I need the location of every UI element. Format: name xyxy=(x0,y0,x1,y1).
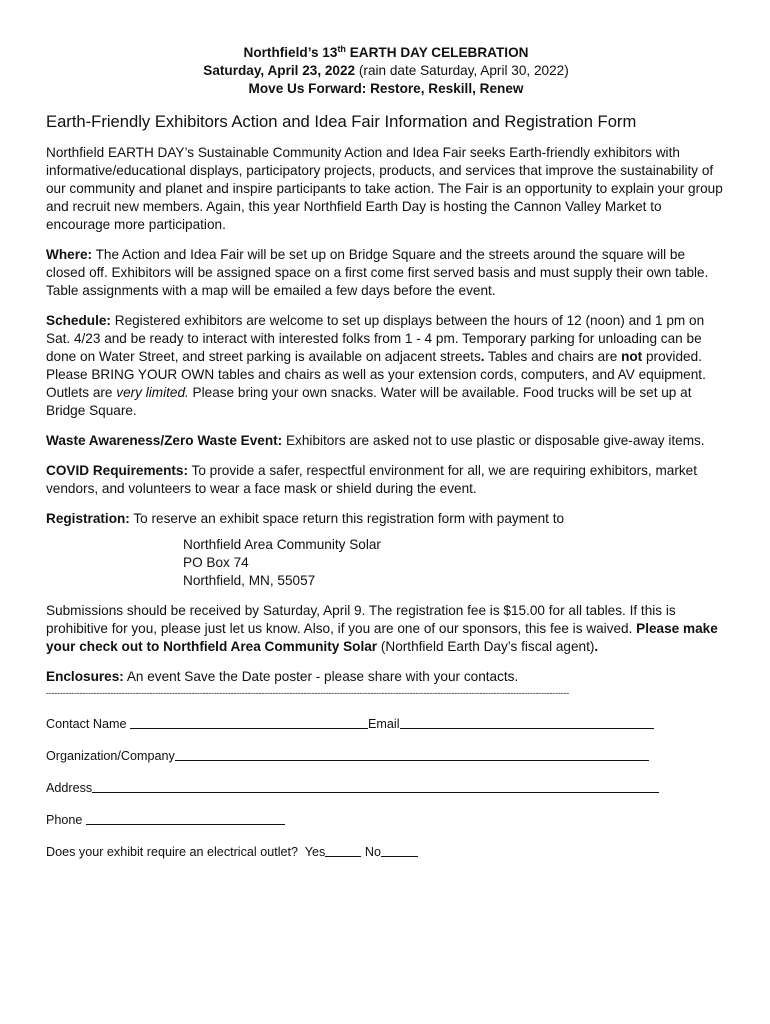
submissions-end: . xyxy=(594,639,599,654)
organization-label: Organization/Company xyxy=(46,749,175,763)
address-field[interactable] xyxy=(92,780,659,793)
event-title-suffix: EARTH DAY CELEBRATION xyxy=(345,45,529,60)
registration-label: Registration: xyxy=(46,511,130,526)
event-theme: Move Us Forward: Restore, Reskill, Renew xyxy=(248,81,524,96)
where-label: Where: xyxy=(46,247,93,262)
registration-paragraph xyxy=(46,510,726,528)
event-rain-date: (rain date Saturday, April 30, 2022) xyxy=(355,63,569,78)
phone-label: Phone xyxy=(46,813,83,827)
submissions-check-payable: Please make your check out to Northfield Area Community Solar xyxy=(46,621,718,654)
phone-field[interactable] xyxy=(86,812,285,825)
waste-paragraph xyxy=(46,432,726,450)
schedule-text-1: Registered exhibitors are welcome to set up displays between the hours of 12 (noon) and 1 pm on Sat. 4/23 and be ready to interact with interested folks from 1 - 4 pm. Temporary parking for unloading can be done on Water Street, and street parking is available on adjacent streets xyxy=(46,313,705,364)
event-date-main: Saturday, April 23, 2022 xyxy=(203,63,356,78)
outlet-row xyxy=(46,844,726,860)
contact-row xyxy=(46,716,726,732)
organization-field[interactable] xyxy=(175,748,649,761)
schedule-paragraph xyxy=(46,312,726,420)
form-title: Earth-Friendly Exhibitors Action and Idea Fair Information and Registration Form xyxy=(46,112,637,131)
waste-label: Waste Awareness/Zero Waste Event: xyxy=(46,433,283,448)
contact-name-label: Contact Name xyxy=(46,717,127,731)
document-page xyxy=(46,44,726,860)
submissions-paragraph xyxy=(46,602,726,656)
outlet-yes-field[interactable] xyxy=(325,844,361,857)
schedule-not-emphasis: not xyxy=(621,349,643,364)
address-label: Address xyxy=(46,781,93,795)
event-title-superscript: th xyxy=(337,44,346,54)
enclosures-label: Enclosures: xyxy=(46,669,124,684)
address-row xyxy=(46,780,726,796)
cut-line-separator: ------------------------------------------------------------------------------------------------------------------------------------------------------------------------------------------- xyxy=(46,688,570,698)
submissions-text-1: Submissions should be received by Saturday, April 9. The registration fee is $15.00 for all tables. If this is prohibitive for you, please just let us know. Also, if you are one of our sponsors, this fee is waived. xyxy=(46,603,676,636)
outlet-yes-label: Yes xyxy=(304,845,326,859)
contact-name-field[interactable] xyxy=(130,716,368,729)
submissions-text-2: (Northfield Earth Day’s fiscal agent) xyxy=(377,639,595,654)
event-date xyxy=(46,62,726,80)
where-paragraph xyxy=(46,246,726,300)
phone-row xyxy=(46,812,726,828)
address-line-2: PO Box 74 xyxy=(183,555,249,570)
enclosures-paragraph xyxy=(46,668,726,686)
covid-paragraph xyxy=(46,462,726,498)
mailing-address xyxy=(183,536,726,590)
address-line-3: Northfield, MN, 55057 xyxy=(183,573,316,588)
event-title xyxy=(46,44,726,62)
email-field[interactable] xyxy=(400,716,654,729)
outlet-no-field[interactable] xyxy=(381,844,418,857)
waste-text: Exhibitors are asked not to use plastic or disposable give-away items. xyxy=(282,433,705,448)
schedule-text-3: provided. Please BRING YOUR OWN tables and chairs as well as your extension cords, computers, and AV equipment. Outlets are xyxy=(46,349,706,400)
schedule-text-2: Tables and chairs are xyxy=(484,349,622,364)
registration-text: To reserve an exhibit space return this registration form with payment to xyxy=(129,511,565,526)
event-header xyxy=(46,44,726,98)
outlet-question: Does your exhibit require an electrical outlet? xyxy=(46,845,299,859)
covid-label: COVID Requirements: xyxy=(46,463,189,478)
organization-row xyxy=(46,748,726,764)
event-title-text: Northfield’s 13 xyxy=(243,45,338,60)
schedule-text-4: Please bring your own snacks. Water will be available. Food trucks will be set up at Bridge Square. xyxy=(46,385,692,418)
enclosures-text: An event Save the Date poster - please share with your contacts. xyxy=(123,669,519,684)
covid-text: To provide a safer, respectful environment for all, we are requiring exhibitors, market vendors, and volunteers to wear a face mask or shield during the event. xyxy=(46,463,698,496)
address-line-1: Northfield Area Community Solar xyxy=(183,537,381,552)
where-text: The Action and Idea Fair will be set up on Bridge Square and the streets around the square will be closed off. Exhibitors will be assigned space on a first come first served basis and must supply their own table. Table assignments with a map will be emailed a few days before the event. xyxy=(46,247,709,298)
outlet-no-label: No xyxy=(364,845,381,859)
email-label: Email xyxy=(368,717,400,731)
schedule-label: Schedule: xyxy=(46,313,111,328)
schedule-period: . xyxy=(480,349,485,364)
intro-paragraph: Northfield EARTH DAY’s Sustainable Community Action and Idea Fair seeks Earth-friendly exhibitors with informative/educational displays, participatory projects, products, and services that improve the sustainability of our community and planet and inspire participants to take action. The Fair is an opportunity to explain your group and recruit new members. Again, this year Northfield Earth Day is hosting the Cannon Valley Market to encourage more participation. xyxy=(46,145,723,232)
schedule-very-limited: very limited. xyxy=(116,385,189,400)
